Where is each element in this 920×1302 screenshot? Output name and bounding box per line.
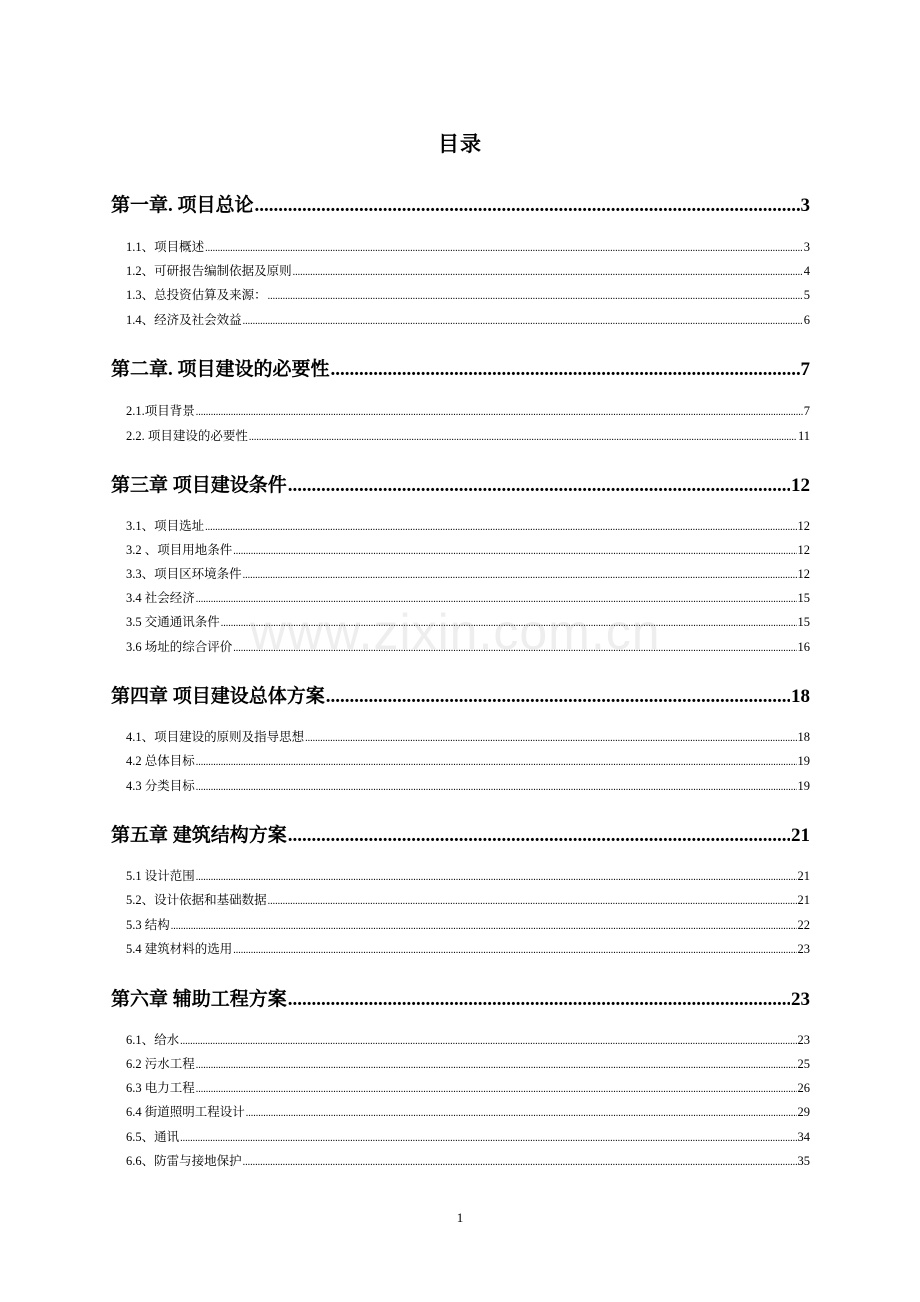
toc-page-number: 21 (791, 825, 810, 846)
toc-entry-label: 3.6 场址的综合评价 (126, 640, 233, 654)
toc-entry-label: 6.6、防雷与接地保护 (126, 1154, 242, 1168)
toc-entry-label: 4.2 总体目标 (126, 754, 195, 768)
toc-section-entry[interactable] (126, 401, 810, 419)
toc-section-entry[interactable] (126, 776, 810, 794)
toc-section-entry[interactable] (126, 890, 810, 908)
toc-page-number: 16 (797, 640, 810, 654)
toc-page-number: 6 (803, 313, 810, 327)
toc-leader-dots (233, 546, 796, 557)
toc-section-entry[interactable] (126, 915, 810, 933)
toc-leader-dots (196, 1060, 797, 1071)
toc-entry-label: 4.3 分类目标 (126, 779, 195, 793)
toc-section-entry[interactable] (126, 1054, 810, 1072)
toc-chapter-entry[interactable] (111, 820, 810, 847)
toc-leader-dots (249, 432, 797, 443)
toc-section-entry[interactable] (126, 285, 810, 303)
toc-page-number: 22 (797, 918, 810, 932)
toc-entry-label: 5.3 结构 (126, 918, 170, 932)
toc-page-number: 3 (800, 195, 810, 216)
toc-section-entry[interactable] (126, 1102, 810, 1120)
toc-page-number: 15 (797, 591, 810, 605)
toc-page-number: 26 (797, 1081, 810, 1095)
toc-leader-dots (180, 1133, 796, 1144)
toc-leader-dots (246, 1108, 797, 1119)
toc-leader-dots (288, 825, 790, 847)
toc-page-number: 23 (797, 1033, 810, 1047)
toc-entry-label: 3.1、项目选址 (126, 519, 205, 533)
toc-entry-label: 5.2、设计依据和基础数据 (126, 893, 267, 907)
toc-section-entry[interactable] (126, 866, 810, 884)
toc-section-entry[interactable] (126, 261, 810, 279)
toc-leader-dots (180, 1036, 796, 1047)
toc-entry-label: 2.2. 项目建设的必要性 (126, 429, 248, 443)
toc-leader-dots (305, 733, 796, 744)
toc-section-entry[interactable] (126, 310, 810, 328)
toc-entry-label: 1.4、经济及社会效益 (126, 313, 242, 327)
toc-leader-dots (196, 757, 797, 768)
toc-entry-label: 5.4 建筑材料的选用 (126, 942, 233, 956)
toc-page-number: 12 (797, 567, 810, 581)
toc-entry-label: 6.2 污水工程 (126, 1057, 195, 1071)
toc-page-number: 35 (797, 1154, 810, 1168)
toc-leader-dots (196, 407, 803, 418)
toc-section-entry[interactable] (126, 564, 810, 582)
toc-page-number: 11 (797, 429, 810, 443)
toc-section-entry[interactable] (126, 1030, 810, 1048)
toc-page-number: 7 (803, 404, 810, 418)
toc-chapter-entry[interactable] (111, 354, 810, 381)
toc-page-number: 3 (803, 240, 810, 254)
toc-leader-dots (196, 872, 797, 883)
toc-leader-dots (243, 1157, 797, 1168)
toc-page-number: 12 (797, 543, 810, 557)
toc-section-entry[interactable] (126, 540, 810, 558)
toc-entry-label: 6.4 街道照明工程设计 (126, 1105, 245, 1119)
toc-leader-dots (171, 921, 797, 932)
toc-section-entry[interactable] (126, 727, 810, 745)
toc-leader-dots (233, 945, 796, 956)
toc-entry-label: 1.3、总投资估算及来源： (126, 288, 267, 302)
toc-page-number: 5 (803, 288, 810, 302)
toc-page-number: 19 (797, 754, 810, 768)
toc-leader-dots (196, 782, 797, 793)
toc-entry-label: 第一章. 项目总论 (111, 195, 254, 216)
toc-chapter-entry[interactable] (111, 984, 810, 1011)
toc-leader-dots (243, 570, 797, 581)
toc-entry-label: 5.1 设计范围 (126, 869, 195, 883)
toc-section-entry[interactable] (126, 939, 810, 957)
toc-entry-label: 第四章 项目建设总体方案 (111, 686, 325, 707)
toc-entry-label: 第三章 项目建设条件 (111, 475, 287, 496)
toc-page-number: 7 (800, 359, 810, 380)
toc-leader-dots (243, 316, 803, 327)
toc-entry-label: 6.5、通讯 (126, 1130, 180, 1144)
toc-section-entry[interactable] (126, 1078, 810, 1096)
toc-leader-dots (205, 243, 803, 254)
toc-leader-dots (255, 195, 800, 217)
toc-page-number: 18 (791, 686, 810, 707)
toc-section-entry[interactable] (126, 237, 810, 255)
toc-page-number: 29 (797, 1105, 810, 1119)
toc-page-number: 23 (797, 942, 810, 956)
toc-entry-label: 3.5 交通通讯条件 (126, 615, 220, 629)
toc-entry-label: 1.1、项目概述 (126, 240, 205, 254)
toc-chapter-entry[interactable] (111, 190, 810, 217)
toc-section-entry[interactable] (126, 1151, 810, 1169)
toc-entry-label: 第六章 辅助工程方案 (111, 989, 287, 1010)
toc-leader-dots (268, 291, 803, 302)
toc-entry-label: 2.1.项目背景 (126, 404, 195, 418)
toc-page-number: 4 (803, 264, 810, 278)
toc-entry-label: 3.4 社会经济 (126, 591, 195, 605)
toc-chapter-entry[interactable] (111, 681, 810, 708)
toc-section-entry[interactable] (126, 1127, 810, 1145)
toc-leader-dots (196, 1084, 797, 1095)
toc-leader-dots (331, 359, 800, 381)
toc-entry-label: 4.1、项目建设的原则及指导思想 (126, 730, 305, 744)
toc-chapter-entry[interactable] (111, 470, 810, 497)
toc-page-number: 12 (797, 519, 810, 533)
toc-section-entry[interactable] (126, 426, 810, 444)
toc-leader-dots (205, 522, 796, 533)
toc-entry-label: 6.3 电力工程 (126, 1081, 195, 1095)
toc-page-number: 34 (797, 1130, 810, 1144)
page-number-footer: 1 (456, 1210, 464, 1225)
toc-leader-dots (268, 896, 797, 907)
toc-page-number: 15 (797, 615, 810, 629)
toc-leader-dots (293, 267, 803, 278)
toc-title: 目录 (438, 132, 482, 156)
toc-section-entry[interactable] (126, 751, 810, 769)
toc-page-number: 25 (797, 1057, 810, 1071)
toc-leader-dots (288, 475, 790, 497)
toc-entry-label: 3.2 、项目用地条件 (126, 543, 233, 557)
toc-page-number: 21 (797, 893, 810, 907)
toc-entry-label: 1.2、可研报告编制依据及原则 (126, 264, 292, 278)
toc-leader-dots (288, 989, 790, 1011)
toc-page-number: 18 (797, 730, 810, 744)
toc-entry-label: 第二章. 项目建设的必要性 (111, 359, 330, 380)
toc-page-number: 19 (797, 779, 810, 793)
toc-page-number: 21 (797, 869, 810, 883)
watermark: www.zixin.com.cn (250, 604, 661, 660)
toc-page-number: 23 (791, 989, 810, 1010)
toc-section-entry[interactable] (126, 516, 810, 534)
toc-entry-label: 3.3、项目区环境条件 (126, 567, 242, 581)
toc-entry-label: 第五章 建筑结构方案 (111, 825, 287, 846)
toc-page-number: 12 (791, 475, 810, 496)
toc-leader-dots (326, 686, 790, 708)
toc-entry-label: 6.1、给水 (126, 1033, 180, 1047)
